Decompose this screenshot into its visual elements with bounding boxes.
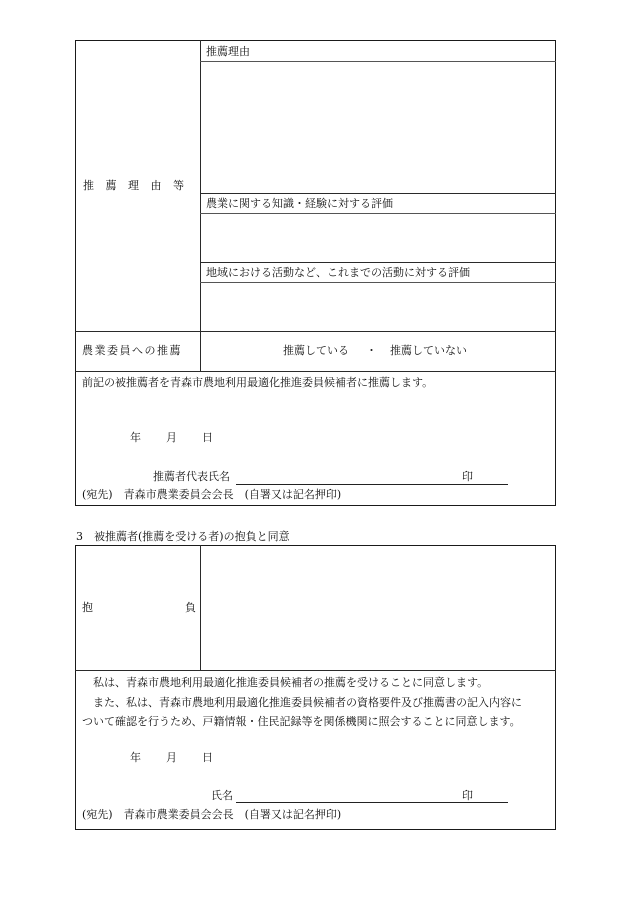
section3-heading: 3 被推薦者(推薦を受ける者)の抱負と同意: [76, 530, 290, 543]
label-column-divider: [200, 40, 201, 371]
recommended-option[interactable]: 推薦している: [283, 344, 349, 357]
activity-row-line: [200, 262, 556, 263]
aspiration-input-area[interactable]: [201, 546, 555, 669]
consent-text-1: 私は、青森市農地利用最適化推進委員候補者の推薦を受けることに同意します。: [93, 676, 489, 689]
addressee: (宛先) 青森市農業委員会会長 (自署又は記名押印): [82, 488, 342, 501]
representative-label: 推薦者代表氏名: [153, 470, 230, 483]
statement-row-line: [75, 371, 556, 372]
consent-date-year: 年: [130, 751, 141, 764]
reason-heading: 推薦理由: [206, 45, 250, 58]
seal-mark: 印: [462, 470, 473, 483]
farm-committee-row-label: 農業委員への推薦: [82, 344, 182, 357]
date-year: 年: [130, 431, 141, 444]
aspiration-label-end: 負: [185, 601, 196, 614]
consent-text-2b: ついて確認を行うため、戸籍情報・住民記録等を関係機関に照会することに同意します。: [82, 715, 521, 728]
representative-name-line[interactable]: [236, 484, 508, 485]
date-day: 日: [202, 431, 213, 444]
reason-heading-line: [200, 61, 556, 62]
option-separator: ・: [366, 344, 377, 357]
consent-row-line: [75, 670, 556, 671]
knowledge-row-line: [200, 193, 556, 194]
consent-addressee: (宛先) 青森市農業委員会会長 (自署又は記名押印): [82, 808, 342, 821]
knowledge-heading: 農業に関する知識・経験に対する評価: [206, 197, 393, 210]
nominee-seal-mark: 印: [462, 789, 473, 802]
activity-heading-line: [200, 282, 556, 283]
activity-heading: 地域における活動など、これまでの活動に対する評価: [206, 266, 470, 279]
consent-date-day: 日: [202, 751, 213, 764]
consent-date-month: 月: [166, 751, 177, 764]
not-recommended-option[interactable]: 推薦していない: [390, 344, 467, 357]
farm-committee-row-line: [75, 331, 556, 332]
aspiration-label-start: 抱: [82, 601, 93, 614]
nominee-name-label: 氏名: [211, 789, 233, 802]
knowledge-heading-line: [200, 213, 556, 214]
date-month: 月: [166, 431, 177, 444]
recommendation-statement: 前記の被推薦者を青森市農地利用最適化推進委員候補者に推薦します。: [82, 376, 434, 389]
consent-text-2a: また、私は、青森市農地利用最適化推進委員候補者の資格要件及び推薦書の記入内容に: [93, 696, 522, 709]
reason-row-label: 推 薦 理 由 等: [83, 179, 188, 192]
